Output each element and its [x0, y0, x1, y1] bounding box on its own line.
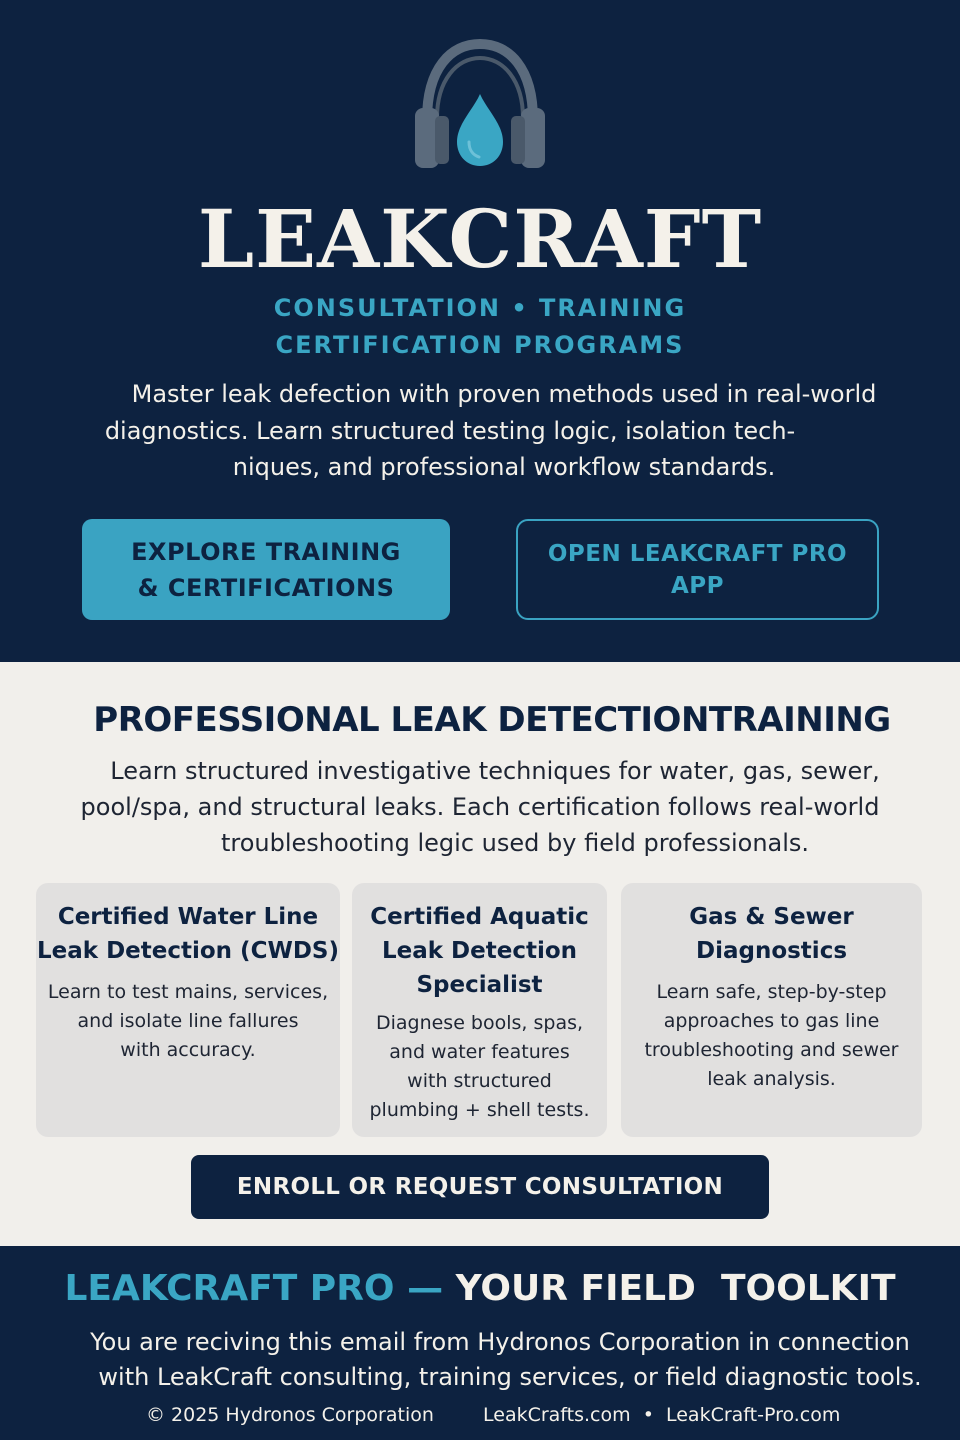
- intro-text-line-3: niques, and professional workflow standards.: [232, 453, 776, 481]
- card-text-line: and isolate line fallures: [77, 1010, 299, 1032]
- tagline-line-2: CERTIFICATION PROGRAMS: [275, 331, 685, 359]
- card-title-line: Specialist: [416, 972, 543, 998]
- headphones-water-drop-icon: [405, 38, 555, 173]
- card-text-line: troubleshooting and sewer: [644, 1039, 899, 1061]
- explore-training-button[interactable]: [82, 519, 450, 620]
- open-pro-app-button[interactable]: [516, 519, 879, 620]
- enroll-consultation-button[interactable]: ENROLL OR REQUEST CONSULTATION: [191, 1155, 769, 1219]
- card-title: [36, 883, 340, 968]
- footer-title-brand: LEAKCRAFT PRO: [64, 1268, 395, 1309]
- training-section: [0, 662, 960, 1246]
- open-pro-app-button-label-1: OPEN LEAKCRAFT PRO: [547, 540, 848, 567]
- footer-title-dash: —: [407, 1268, 444, 1309]
- training-desc-line-2: pool/spa, and structural leaks. Each certification follows real-world: [80, 793, 880, 821]
- card-description: [352, 1002, 607, 1125]
- footer-links[interactable]: LeakCrafts.com • LeakCraft-Pro.com: [483, 1404, 841, 1426]
- card-title-line: Diagnostics: [695, 938, 848, 964]
- card-title-line: Certified Water Line: [57, 904, 319, 930]
- open-pro-app-button-label-2: APP: [670, 572, 724, 599]
- card-text-line: leak analysis.: [707, 1068, 836, 1090]
- card-text-line: plumbing + shell tests.: [369, 1099, 590, 1121]
- card-text-line: Learn safe, step-by-step: [656, 981, 887, 1003]
- card-title: [621, 883, 922, 968]
- certification-card-gas-sewer[interactable]: [621, 883, 922, 1137]
- card-text-line: and water features: [389, 1041, 570, 1063]
- tagline-line-1: CONSULTATION • TRAINING: [273, 294, 687, 322]
- footer-section: [0, 1246, 960, 1440]
- card-text-line: with structured: [407, 1070, 552, 1092]
- card-description: [621, 968, 922, 1094]
- footer-title-rest: YOUR FIELD TOOLKIT: [455, 1268, 896, 1309]
- card-title: [352, 883, 607, 1002]
- card-text-line: Learn to test mains, services,: [47, 981, 329, 1003]
- footer-title: [0, 1268, 960, 1309]
- copyright-text: © 2025 Hydronos Corporation: [146, 1404, 434, 1426]
- footer-notice-line-2: with LeakCraft consulting, training services, or field diagnostic tools.: [98, 1363, 922, 1391]
- card-title-line: Leak Detection (CWDS): [37, 938, 339, 964]
- intro-text-line-2: diagnostics. Learn structured testing logic, isolation tech-: [104, 417, 796, 445]
- training-section-title: PROFESSIONAL LEAK DETECTIONTRAINING: [93, 700, 891, 740]
- card-text-line: approaches to gas line: [663, 1010, 880, 1032]
- explore-training-button-label-2: & CERTIFICATIONS: [137, 573, 395, 602]
- card-title-line: Leak Detection: [381, 938, 578, 964]
- footer-notice-line-1: You are reciving this email from Hydronos Corporation in connection: [90, 1328, 910, 1356]
- card-title-line: Certified Aquatic: [370, 904, 589, 930]
- training-desc-line-3: troubleshooting legic used by field professionals.: [220, 829, 810, 857]
- explore-training-button-label-1: EXPLORE TRAINING: [131, 537, 401, 566]
- brand-logo-text: LEAKCRAFT: [197, 192, 763, 286]
- certification-card-aquatic[interactable]: [352, 883, 607, 1137]
- card-title-line: Gas & Sewer: [689, 904, 854, 930]
- intro-text-line-1: Master leak defection with proven methods used in real-world: [131, 380, 877, 408]
- hero-section: [0, 0, 960, 662]
- card-description: [36, 968, 340, 1065]
- certification-card-water-line[interactable]: [36, 883, 340, 1137]
- training-desc-line-1: Learn structured investigative techniques for water, gas, sewer,: [110, 757, 880, 785]
- card-text-line: Diagnese bools, spas,: [375, 1012, 584, 1034]
- card-text-line: with accuracy.: [120, 1039, 256, 1061]
